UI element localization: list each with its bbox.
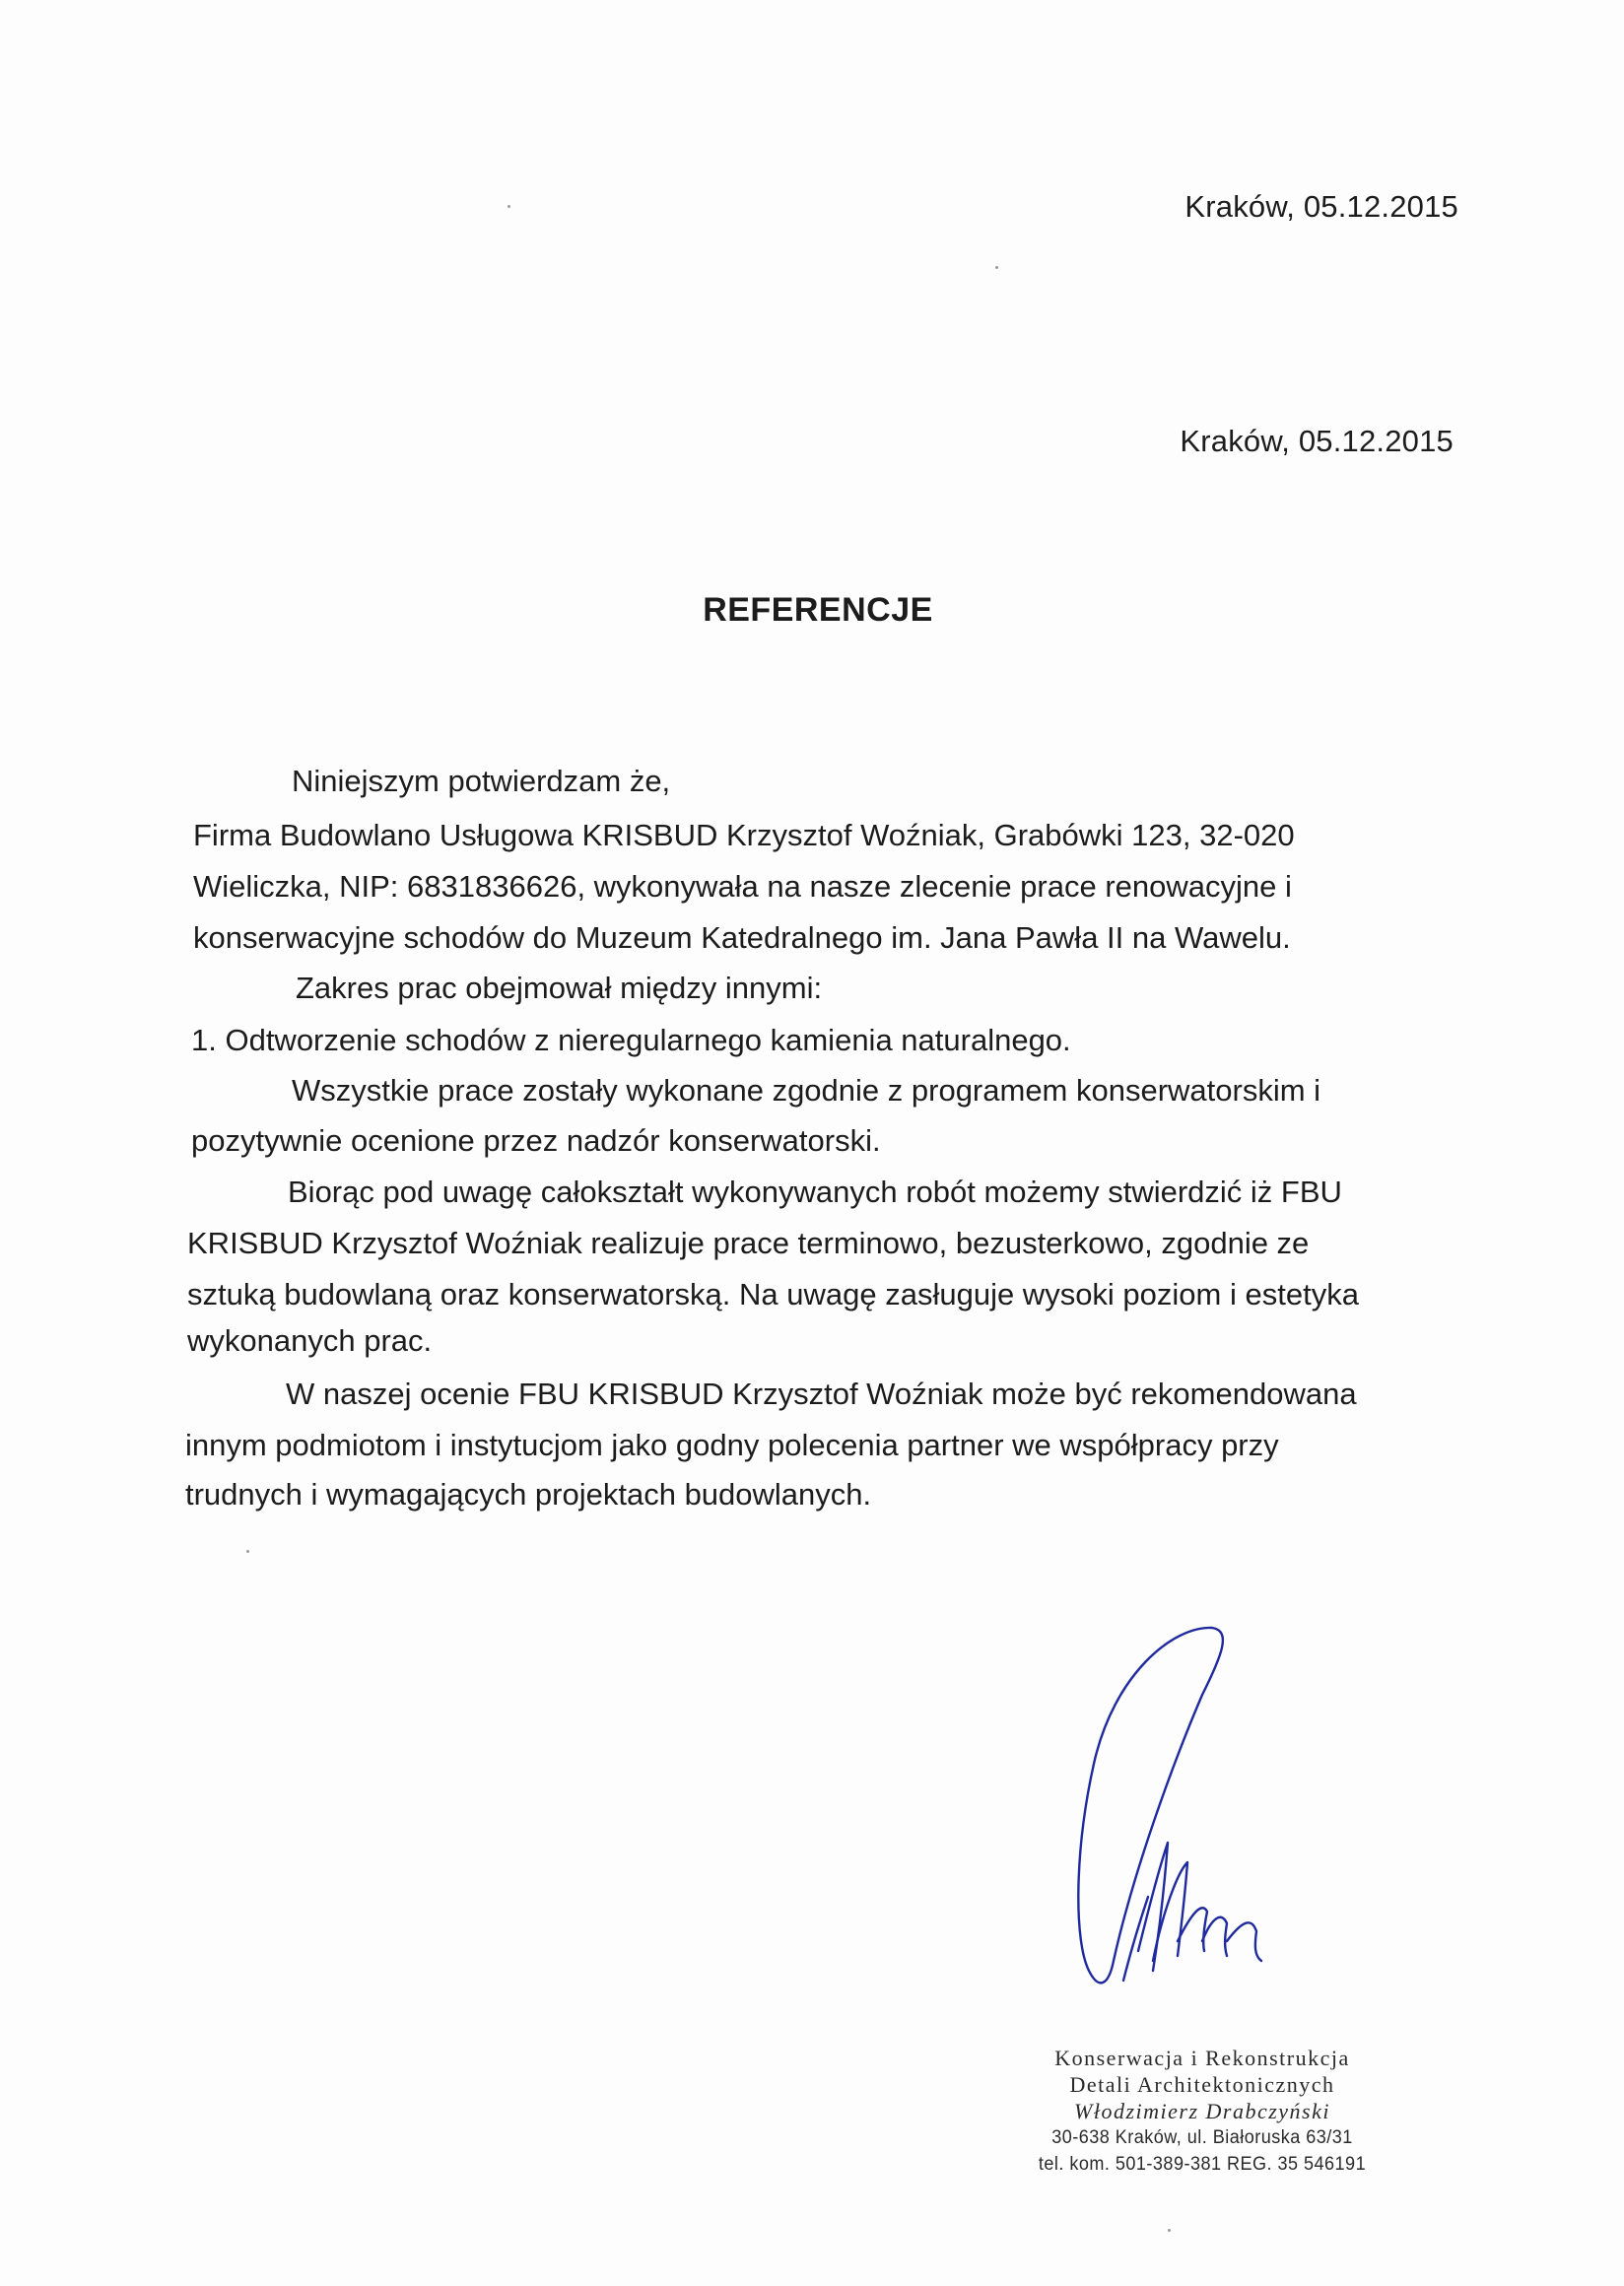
stamp-line: tel. kom. 501-389-381 REG. 35 546191 bbox=[1038, 2154, 1367, 2175]
body-line: konserwacyjne schodów do Muzeum Katedralnego im. Jana Pawła II na Wawelu. bbox=[193, 920, 1291, 955]
signature-icon bbox=[1054, 1616, 1311, 2030]
body-line: KRISBUD Krzysztof Woźniak realizuje prace terminowo, bezusterkowo, zgodnie ze bbox=[187, 1226, 1310, 1260]
body-line: wykonanych prac. bbox=[187, 1323, 433, 1358]
document-title: REFERENCJE bbox=[703, 591, 933, 629]
body-line: Wszystkie prace zostały wykonane zgodnie z programem konserwatorskim i bbox=[292, 1073, 1321, 1108]
body-line: Wieliczka, NIP: 6831836626, wykonywała na nasze zlecenie prace renowacyjne i bbox=[193, 869, 1292, 904]
stamp-line: Konserwacja i Rekonstrukcja bbox=[1054, 2046, 1350, 2070]
scan-speck bbox=[246, 1550, 249, 1553]
scan-speck bbox=[508, 205, 510, 208]
stamp-line: Włodzimierz Drabczyński bbox=[1074, 2099, 1330, 2123]
scan-speck bbox=[1168, 2229, 1171, 2232]
company-stamp bbox=[1005, 2045, 1399, 2178]
date-top: Kraków, 05.12.2015 bbox=[1184, 189, 1458, 224]
body-line: innym podmiotom i instytucjom jako godny polecenia partner we współpracy przy bbox=[185, 1428, 1279, 1462]
body-line: sztuką budowlaną oraz konserwatorską. Na uwagę zasługuje wysoki poziom i estetyka bbox=[187, 1277, 1359, 1311]
body-line: pozytywnie ocenione przez nadzór konserwatorski. bbox=[191, 1123, 881, 1158]
body-line: Firma Budowlano Usługowa KRISBUD Krzysztof Woźniak, Grabówki 123, 32-020 bbox=[193, 818, 1295, 852]
body-line: trudnych i wymagających projektach budowlanych. bbox=[185, 1477, 872, 1512]
stamp-line: Detali Architektonicznych bbox=[1069, 2072, 1335, 2097]
stamp-line: 30-638 Kraków, ul. Białoruska 63/31 bbox=[1051, 2127, 1353, 2148]
scan-speck bbox=[995, 266, 998, 269]
body-line: Niniejszym potwierdzam że, bbox=[292, 764, 671, 798]
body-line: Zakres prac obejmował między innymi: bbox=[296, 971, 823, 1005]
date-second: Kraków, 05.12.2015 bbox=[1180, 424, 1454, 458]
body-line: 1. Odtworzenie schodów z nieregularnego kamienia naturalnego. bbox=[191, 1023, 1071, 1057]
body-line: Biorąc pod uwagę całokształt wykonywanych robót możemy stwierdzić iż FBU bbox=[288, 1175, 1342, 1209]
body-line: W naszej ocenie FBU KRISBUD Krzysztof Woźniak może być rekomendowana bbox=[286, 1377, 1357, 1411]
